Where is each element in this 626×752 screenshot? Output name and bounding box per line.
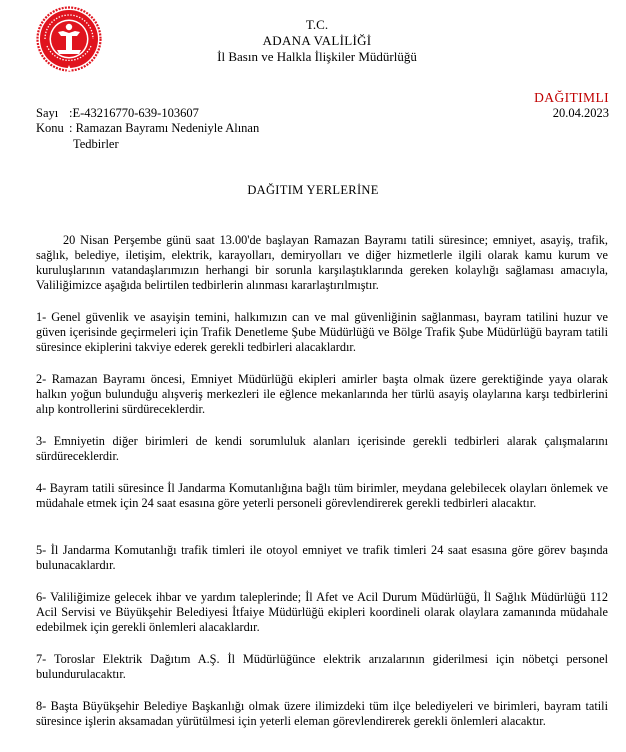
sayi-value: :E-43216770-639-103607 xyxy=(69,106,199,120)
intro-paragraph: 20 Nisan Perşembe günü saat 13.00'de başlayan Ramazan Bayramı tatili süresince; emniyet, asayiş, trafik, sağlık, belediye, iletişim, elektrik, karayolları, demiryolları ve diğer hizmetlerle ilgili olarak kamu kurum ve kuruluşlarının vatandaşlarımızın herhangi bir sorunla karşılaştıklarında gereken kolaylığı sağlaması amacıyla, Valiliğimizce aşağıda belirtilen tedbirlerin alınması kararlaştırılmıştır. xyxy=(36,233,608,292)
konu-value-line2: Tedbirler xyxy=(73,137,119,151)
item-3-paragraph: 3- Emniyetin diğer birimleri de kendi sorumluluk alanları içerisinde gerekli tedbirleri alarak çalışmalarını sürdüreceklerdir. xyxy=(36,434,608,463)
item-4-paragraph: 4- Bayram tatili süresince İl Jandarma Komutanlığına bağlı tüm birimler, meydana gelebilecek olayları önlemek ve müdahale etmek için 24 saat esasına göre yeterli personeli görevlendirerek gerekli tedbirleri alacaktır. xyxy=(36,481,608,510)
document-title: DAĞITIM YERLERİNE xyxy=(247,183,379,197)
item-6-paragraph: 6- Valiliğimize gelecek ihbar ve yardım taleplerinde; İl Afet ve Acil Durum Müdürlüğü, İl Sağlık Müdürlüğü 112 Acil Servisi ve Büyükşehir Belediyesi İtfaiye Müdürlüğü ekipleri koordineli olarak olaylara zamanında müdahale edebilmek için gerekli önlemleri alacaklardır. xyxy=(36,590,608,634)
document-date: 20.04.2023 xyxy=(552,106,609,120)
konu-row xyxy=(36,121,259,136)
konu-value: : Ramazan Bayramı Nedeniyle Alınan xyxy=(69,121,260,135)
konu-label: Konu xyxy=(36,121,64,135)
item-2-paragraph: 2- Ramazan Bayramı öncesi, Emniyet Müdürlüğü ekipleri amirler başta olmak üzere gerektiğinde yaya olarak halkın yoğun bulunduğu alışveriş merkezleri ile eğlence mekanlarında her türlü asayiş olaylarına karşı tedbirlerini alıp kontrollerini sürdüreceklerdir. xyxy=(36,372,608,416)
distribution-mark: DAĞITIMLI xyxy=(534,90,609,105)
item-8-paragraph: 8- Başta Büyükşehir Belediye Başkanlığı olmak üzere ilimizdeki tüm ilçe belediyeleri ve birimleri, bayram tatili süresince işlerin aksamadan yürütülmesi için yeterli eleman görevlendirerek gerekli önlemleri alacaktır. xyxy=(36,699,608,728)
sayi-row xyxy=(36,106,199,121)
item-1-paragraph: 1- Genel güvenlik ve asayişin temini, halkımızın can ve mal güvenliğinin sağlanması, bayram tatilini huzur ve güven içerisinde geçirmeleri için Trafik Denetleme Şube Müdürlüğü ve Bölge Trafik Şube Müdürlüğü bayram tatili süresince ekiplerini takviye ederek gerekli tedbirleri alacaklardır. xyxy=(36,310,608,354)
header-governorship: ADANA VALİLİĞİ xyxy=(262,33,372,48)
item-7-paragraph: 7- Toroslar Elektrik Dağıtım A.Ş. İl Müdürlüğünce elektrik arızalarının giderilmesi için nöbetçi personel bulundurulacaktır. xyxy=(36,652,608,681)
header-directorate: İl Basın ve Halkla İlişkiler Müdürlüğü xyxy=(217,49,417,64)
sayi-label: Sayı xyxy=(36,106,59,120)
header-tc: T.C. xyxy=(305,17,329,32)
item-5-paragraph: 5- İl Jandarma Komutanlığı trafik timleri ile otoyol emniyet ve trafik timleri 24 saat esasına göre görev başında bulunacaklardır. xyxy=(36,543,608,572)
